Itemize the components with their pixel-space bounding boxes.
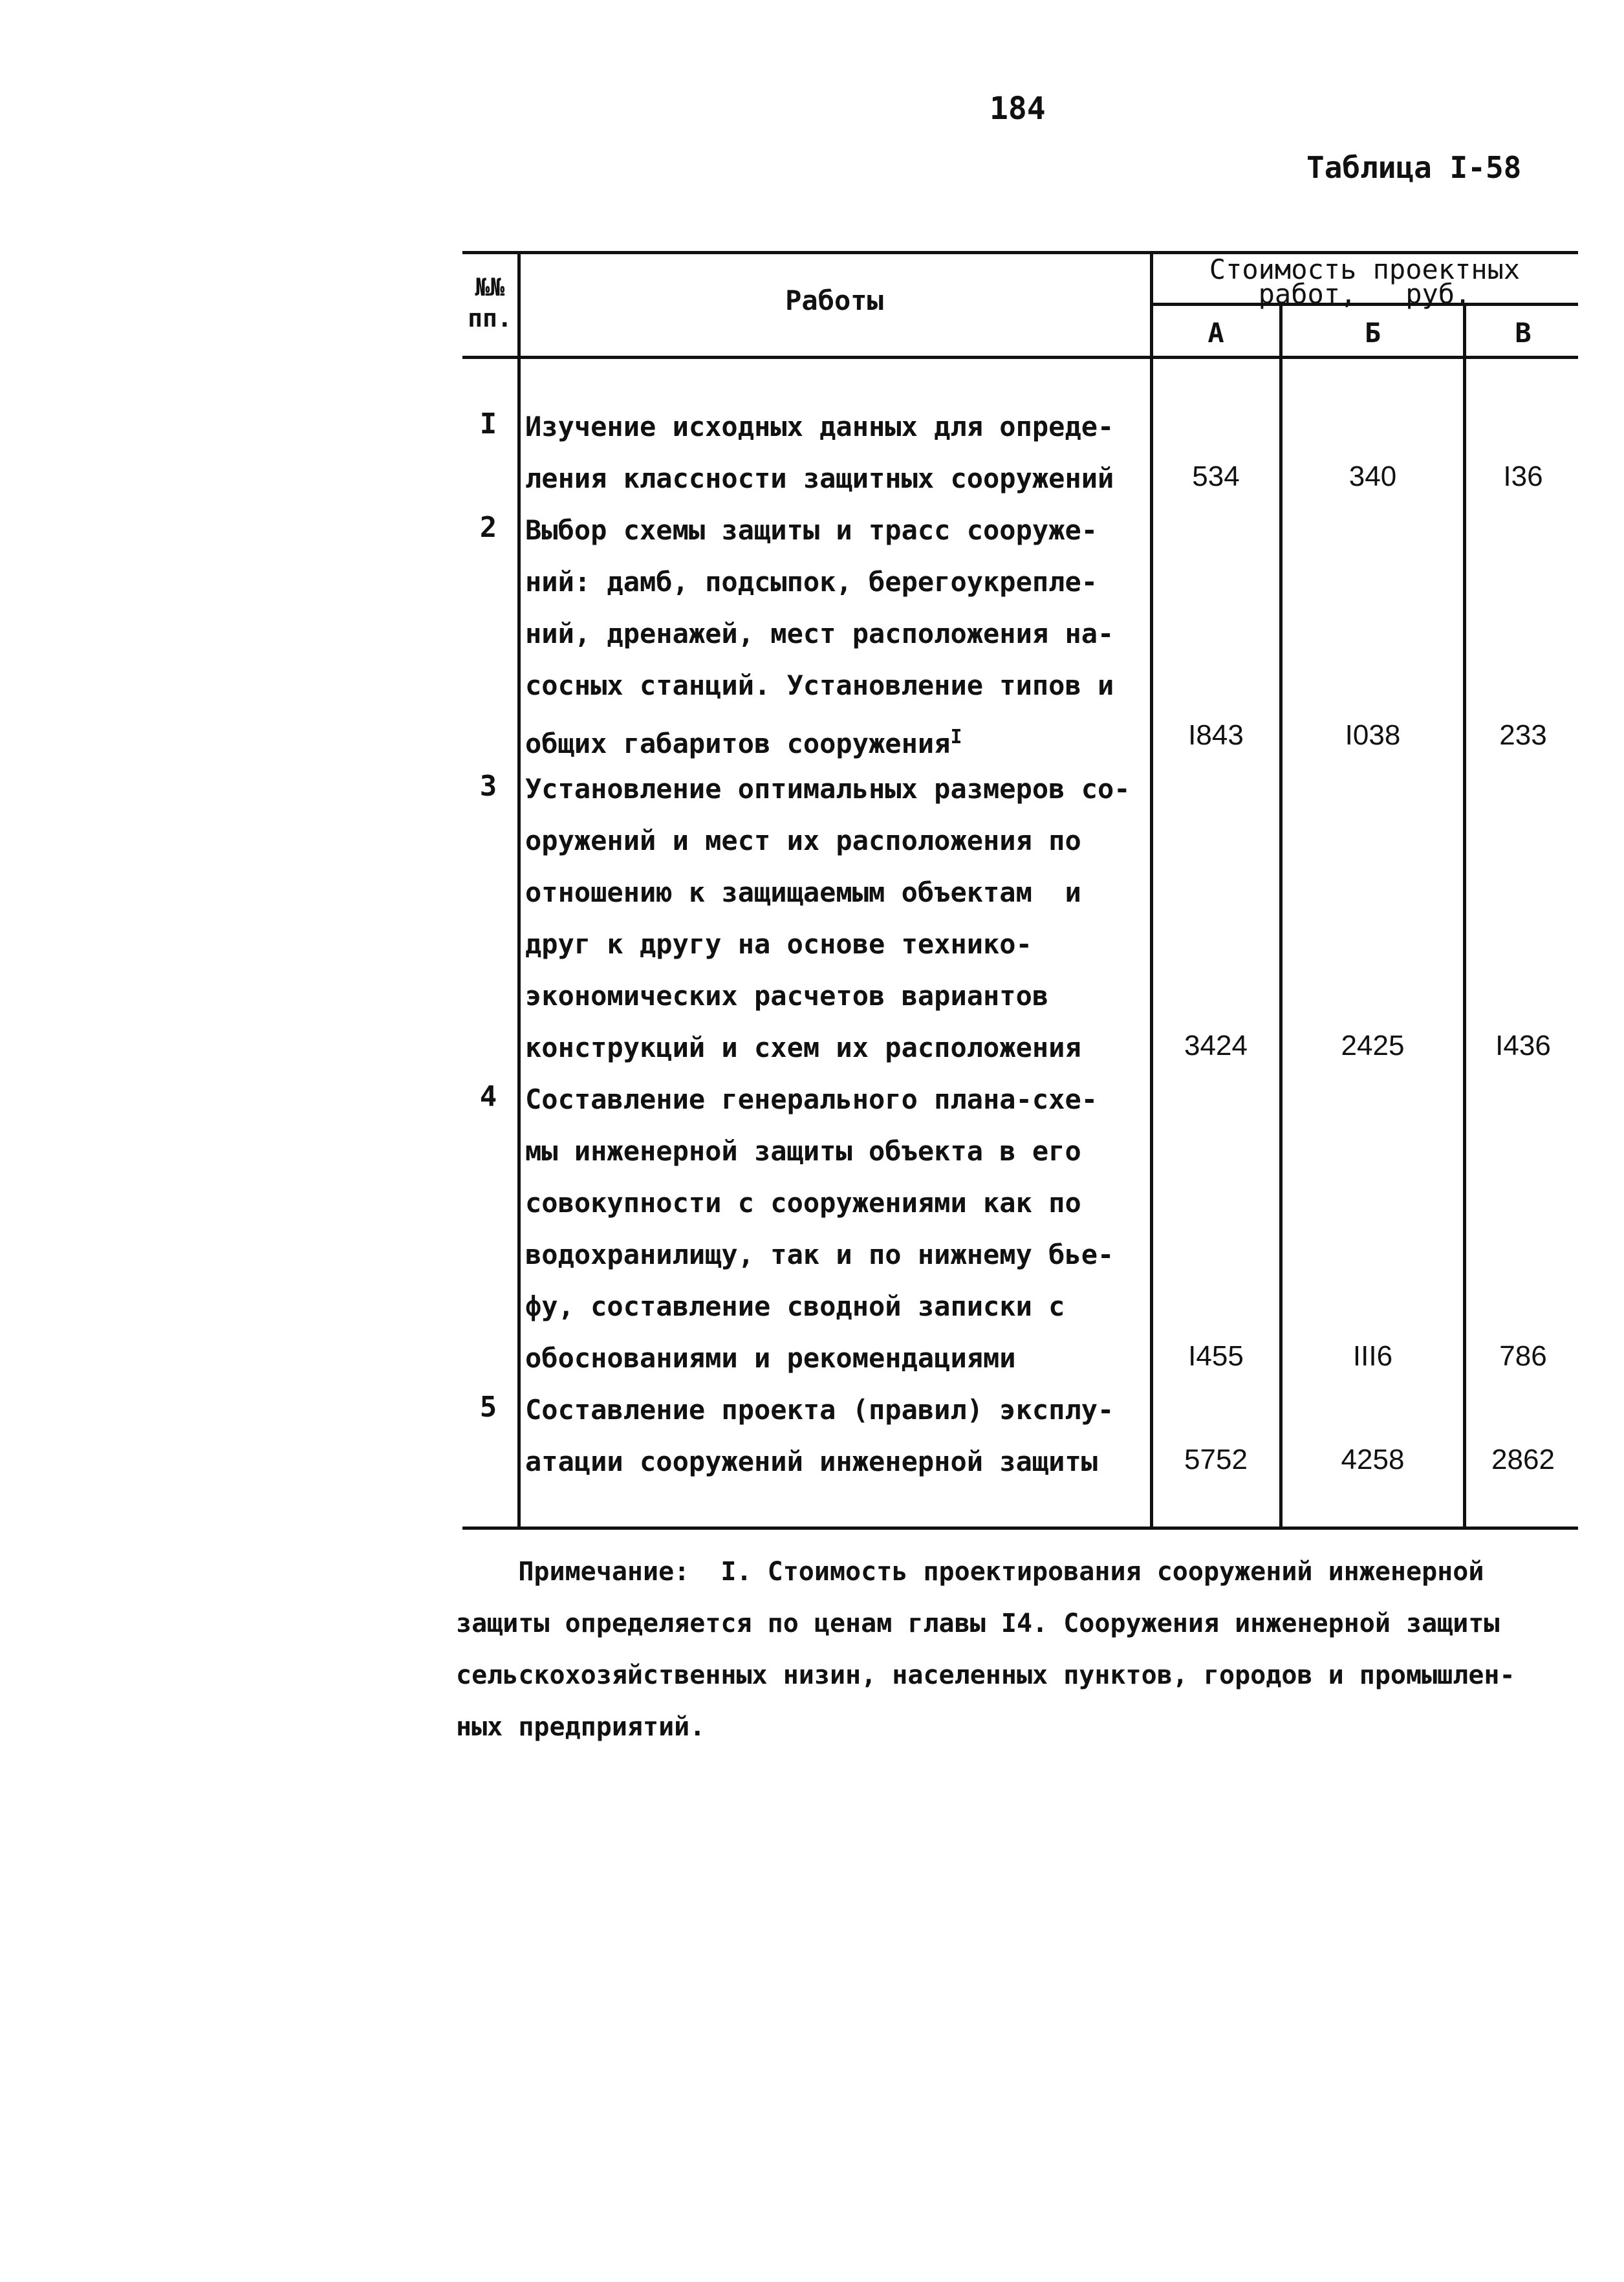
row-number: 2 — [479, 511, 497, 544]
header-cost-line2: работ, руб. — [1258, 278, 1471, 310]
work-description: Составление проекта (правил) эксплу- атации сооружений инженерной защиты — [525, 1394, 1114, 1477]
table-bottom-rule — [462, 1527, 1578, 1530]
cost-a: I455 — [1188, 1340, 1244, 1372]
cost-v: 233 — [1499, 719, 1547, 751]
header-col-b: Б — [1364, 317, 1381, 349]
cost-a: 534 — [1192, 461, 1240, 492]
cost-v: 786 — [1499, 1340, 1547, 1372]
page-number: 184 — [990, 91, 1046, 127]
row-number: 5 — [479, 1391, 497, 1424]
work-description: Изучение исходных данных для опреде- ления классности защитных сооружений — [525, 411, 1114, 494]
cost-v: 2862 — [1491, 1444, 1555, 1475]
cost-b: 2425 — [1341, 1030, 1405, 1061]
cost-v: I36 — [1503, 461, 1543, 492]
cost-a: 5752 — [1184, 1444, 1248, 1475]
cost-b: III6 — [1352, 1340, 1393, 1372]
header-col-v: В — [1515, 317, 1532, 349]
col-divider-ab — [1279, 304, 1283, 1528]
cost-a: I843 — [1188, 719, 1244, 751]
col-divider-bv — [1463, 304, 1466, 1528]
header-cost-line1: Стоимость проектных — [1209, 254, 1521, 285]
work-description: Установление оптимальных размеров со- оружений и мест их расположения по отношению к защищаемым объектам и друг к другу на основе технико- экономических расчетов вариантов конструкций и схем их расположения — [525, 773, 1131, 1063]
row-number: I — [479, 408, 497, 440]
row-number: 4 — [479, 1080, 497, 1113]
work-description: Составление генерального плана-схе- мы инженерной защиты объекта в его совокупности с сооружениями как по водохранилищу, так и по нижнему бье- фу, составление сводной записки с обоснованиями и рекомендациями — [525, 1083, 1114, 1374]
col-divider-num — [517, 252, 521, 1528]
cost-b: 4258 — [1341, 1444, 1405, 1475]
work-description: Выбор схемы защиты и трасс сооруже- ний: дамб, подсыпок, берегоукрепле- ний, дренажей, мест расположения на- сосных станций. Установление типов и общих габаритов сооружения$^I$ — [525, 514, 1114, 759]
col-divider-work — [1150, 252, 1153, 1528]
table-note: Примечание: I. Стоимость проектирования сооружений инженерной защиты определяется по ценам главы I4. Сооружения инженерной защиты сельскохозяйственных низин, населенных пунктов, городов и промышлен- ных предприятий. — [456, 1557, 1515, 1742]
cost-b: 340 — [1348, 461, 1397, 492]
header-col-a: А — [1207, 317, 1224, 349]
header-work: Работы — [785, 285, 883, 316]
cost-v: I436 — [1495, 1030, 1551, 1061]
header-bottom-rule — [462, 356, 1578, 359]
row-number: 3 — [479, 770, 497, 803]
cost-b: I038 — [1345, 719, 1401, 751]
cost-a: 3424 — [1184, 1030, 1248, 1061]
header-num: №№ пп. — [468, 273, 512, 332]
footnote-marker: I — [950, 726, 962, 748]
table-label: Таблица I-58 — [1306, 150, 1522, 185]
